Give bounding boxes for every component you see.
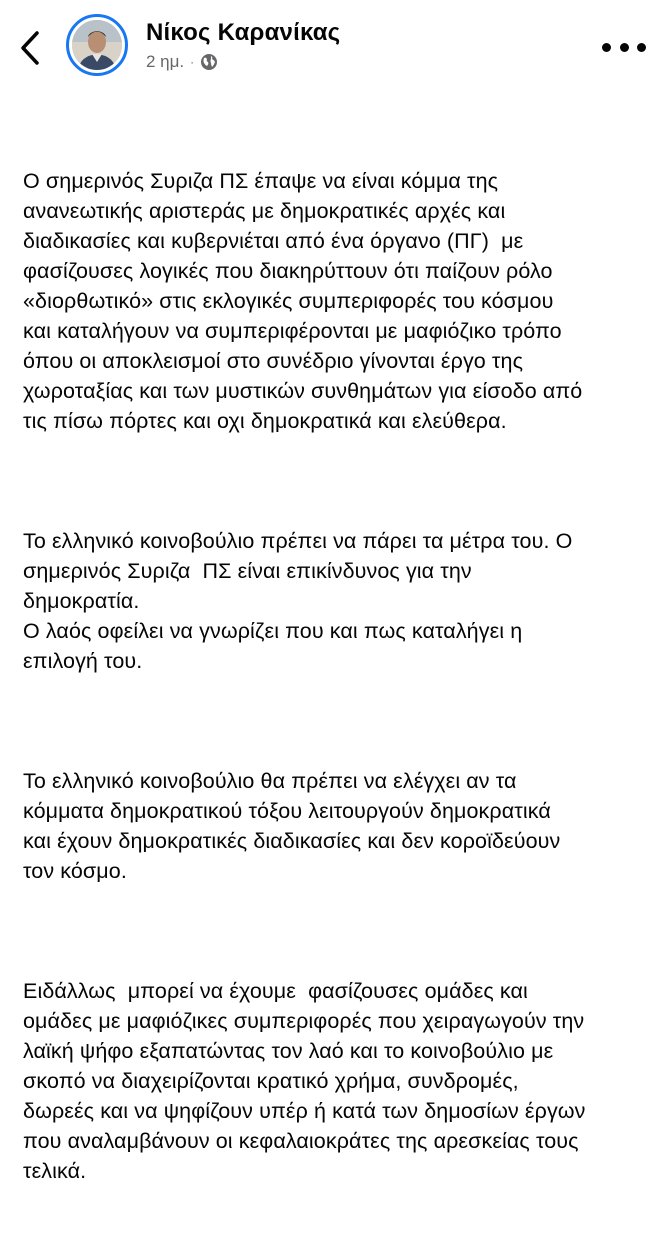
- more-horizontal-icon-dot: [620, 43, 629, 52]
- author-name[interactable]: Νίκος Καρανίκας: [146, 19, 341, 46]
- globe-icon: [200, 53, 218, 71]
- avatar-photo: [72, 20, 122, 70]
- author-avatar[interactable]: [66, 14, 128, 76]
- post-timestamp[interactable]: 2 ημ.: [146, 52, 185, 71]
- back-button[interactable]: [12, 26, 48, 70]
- post-paragraph: Ειδάλλως μπορεί να έχουμε φασίζουσες ομάδες και ομάδες με μαφιόζικες συμπεριφορές που χειραγωγούν την λαϊκή ψήφο εξαπατώντας τον λαό και το κοινοβούλιο με σκοπό να διαχειρίζονται κρατικό χρήμα, συνδρομές, δωρεές και να ψηφίζουν υπέρ ή κατά των δημοσίων έργων που αναλαμβάνουν οι κεφαλαιοκράτες της αρεσκείας τους τελικά.: [23, 979, 586, 1183]
- post-header: [0, 0, 662, 96]
- chevron-left-icon: [19, 30, 41, 66]
- post-paragraph: Το ελληνικό κοινοβούλιο θα πρέπει να ελέγχει αν τα κόμματα δημοκρατικού τόξου λειτουργούν δημοκρατικά και έχουν δημοκρατικές διαδικασίες και δεν κοροϊδεύουν τον κόσμο.: [23, 769, 561, 883]
- more-options-button[interactable]: [602, 32, 646, 62]
- post-meta: [146, 52, 218, 72]
- post-paragraph: Ο σημερινός Συριζα ΠΣ έπαψε να είναι κόμμα της ανανεωτικής αριστεράς με δημοκρατικές αρχές και διαδικασίες και κυβερνιέται από ένα όργανο (ΠΓ) με φασίζουσες λογικές που διακηρύττουν ότι παίζουν ρόλο «διορθωτικό» στις εκλογικές συμπεριφορές του κόσμου και καταλήγουν να συμπεριφέρονται με μαφιόζικο τρόπο όπου οι αποκλεισμοί στο συνέδριο γίνονται έργο της χωροταξίας και των μυστικών συνθημάτων για είσοδο από τις πίσω πόρτες και οχι δημοκρατικά και ελεύθερα.: [23, 169, 583, 433]
- meta-separator: ·: [190, 55, 195, 69]
- post-text: [23, 106, 648, 1246]
- more-horizontal-icon-dot: [637, 43, 646, 52]
- avatar: [72, 20, 122, 70]
- post-paragraph: Το ελληνικό κοινοβούλιο πρέπει να πάρει τα μέτρα του. Ο σημερινός Συριζα ΠΣ είναι επικίνδυνος για την δημοκρατία. Ο λαός οφείλει να γνωρίζει που και πως καταλήγει η επιλογή του.: [23, 529, 573, 673]
- more-horizontal-icon-dot: [602, 43, 611, 52]
